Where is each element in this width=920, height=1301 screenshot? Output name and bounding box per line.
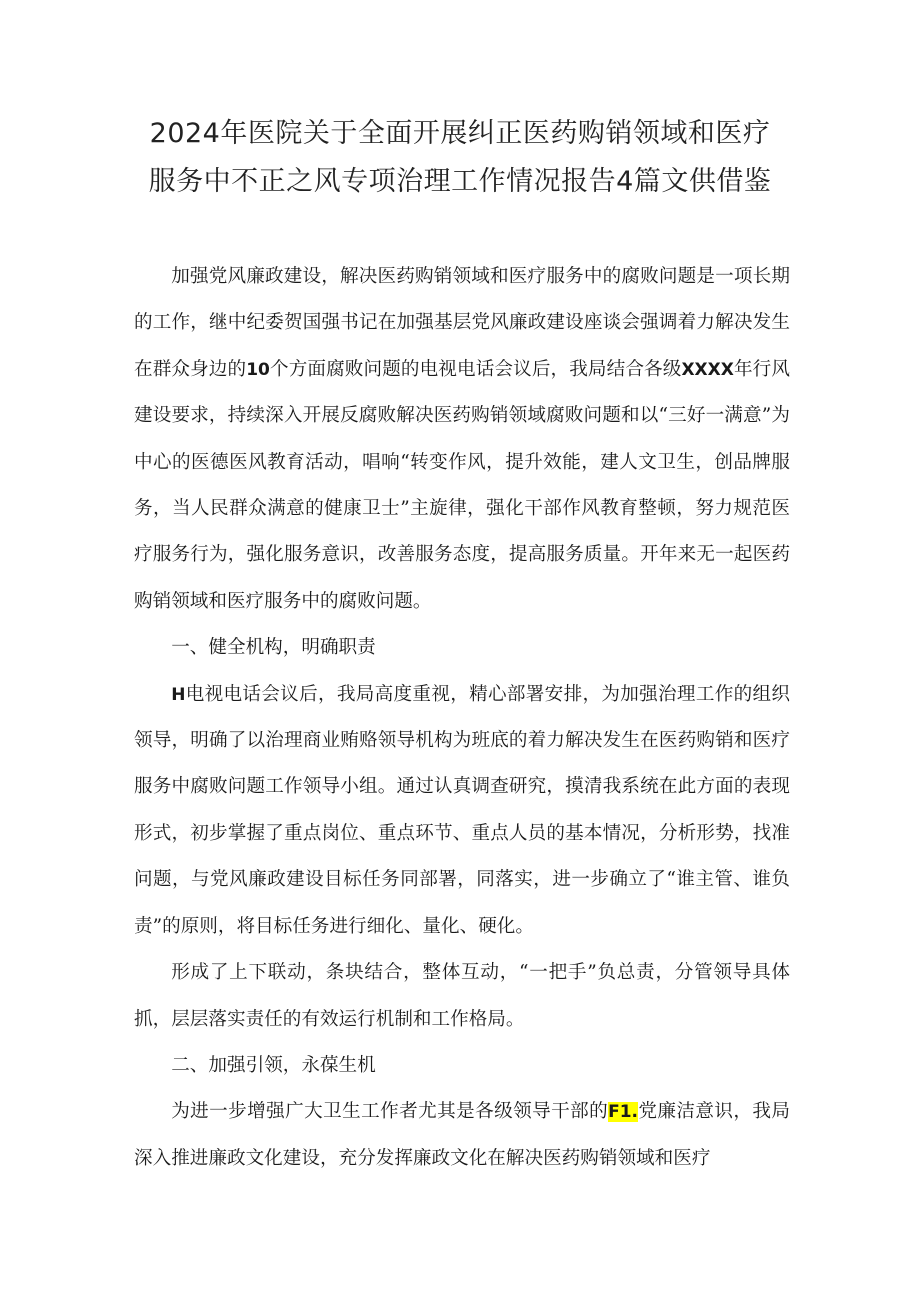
paragraph-mechanism: 形成了上下联动，条块结合，整体互动，“一把手”负总责，分管领导具体抓，层层落实责任的有效运行机制和工作格局。 — [134, 962, 790, 1030]
paragraph-organization-h: H — [171, 684, 186, 705]
document-body — [134, 254, 790, 1182]
title-line-2: 服务中不正之风专项治理工作情况报告4篇文供借鉴 — [148, 166, 772, 197]
paragraph-intro-xxxx: XXXX — [681, 359, 734, 380]
section-heading-2: 二、加强引领，永葆生机 — [171, 1054, 376, 1076]
paragraph-intro-text-b: 个方面腐败问题的电视电话会议后，我局结合各级 — [269, 358, 682, 380]
paragraph-intro-text-c: 年行风建设要求，持续深入开展反腐败解决医药购销领域腐败问题和以“三好一满意”为中心的医德医风教育活动，唱响“转变作风，提升效能，建人文卫生，创品牌服务，当人民群众满意的健康卫士”主旋律，强化干部作风教育整顿，努力规范医疗服务行为，强化服务意识，改善服务态度，提高服务质量。开年来无一起医药购销领域和医疗服务中的腐败问题。 — [134, 358, 790, 612]
title-line-1: 2024年医院关于全面开展纠正医药购销领域和医疗 — [149, 118, 771, 149]
section-heading-1: 一、健全机构，明确职责 — [171, 637, 376, 659]
paragraph-intro-number: 10 — [246, 359, 270, 380]
highlighted-marker: F1. — [608, 1102, 639, 1123]
paragraph-culture-text-b: 党廉洁意识，我局深入推进廉政文化建设，充分发挥廉政文化在解决医药购销领域和医疗 — [134, 1101, 790, 1169]
paragraph-culture — [134, 1089, 790, 1182]
paragraph-intro — [134, 254, 790, 625]
paragraph-organization — [134, 672, 790, 950]
document-title — [100, 110, 820, 206]
paragraph-intro-text-a: 加强党风廉政建设，解决医药购销领域和医疗服务中的腐败问题是一项长期的工作，继中纪委贺国强书记在加强基层党风廉政建设座谈会强调着力解决发生在群众身边的 — [134, 266, 790, 380]
paragraph-organization-text: 电视电话会议后，我局高度重视，精心部署安排，为加强治理工作的组织领导，明确了以治理商业贿赂领导机构为班底的着力解决发生在医药购销和医疗服务中腐败问题工作领导小组。通过认真调查研究，摸清我系统在此方面的表现形式，初步掌握了重点岗位、重点环节、重点人员的基本情况，分析形势，找准问题，与党风廉政建设目标任务同部署，同落实，进一步确立了“谁主管、谁负责”的原则，将目标任务进行细化、量化、硬化。 — [134, 683, 790, 937]
paragraph-culture-text-a: 为进一步增强广大卫生工作者尤其是各级领导干部的 — [171, 1101, 609, 1123]
